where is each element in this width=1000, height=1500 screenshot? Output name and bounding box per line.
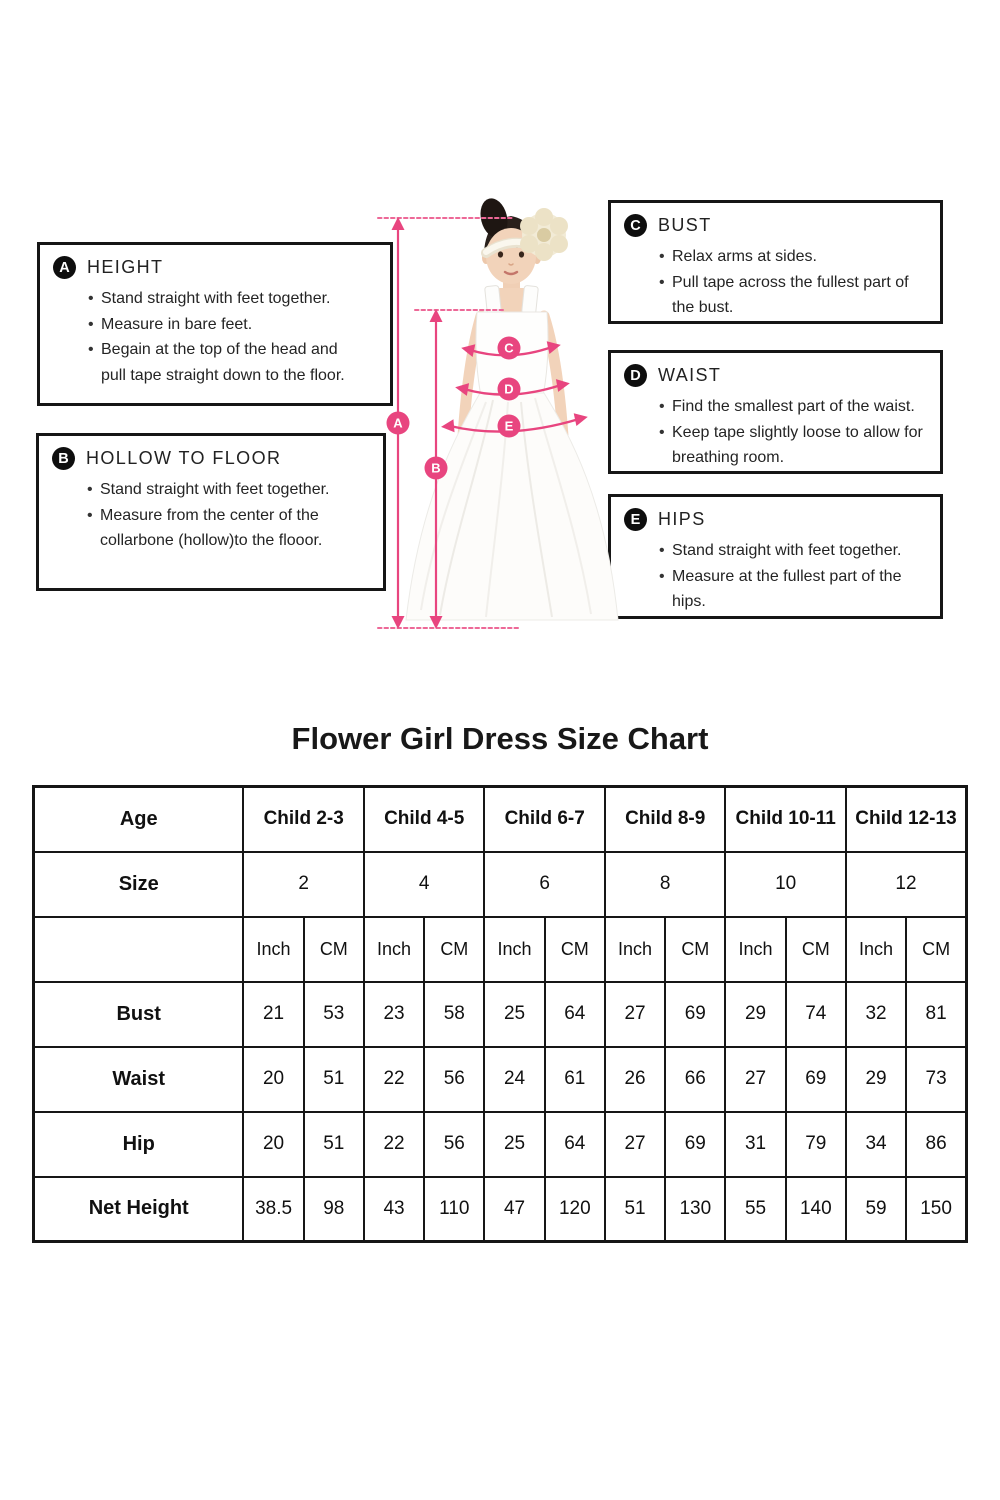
height-instructions-box <box>37 242 393 406</box>
measurement-cell: 22 <box>364 1047 424 1112</box>
unit-cell: CM <box>304 917 364 982</box>
row-label-bust: Bust <box>34 982 244 1047</box>
units-row <box>34 917 967 982</box>
measurement-cell: 24 <box>484 1047 544 1112</box>
arrowhead <box>440 419 454 433</box>
measurement-cell: 86 <box>906 1112 966 1177</box>
measurement-cell: 79 <box>786 1112 846 1177</box>
measurement-cell: 66 <box>665 1047 725 1112</box>
measurement-cell: 53 <box>304 982 364 1047</box>
unit-cell: CM <box>786 917 846 982</box>
bullet-item: • Measure at the fullest part of the hips. <box>658 564 934 615</box>
measurement-cell: 22 <box>364 1112 424 1177</box>
measurement-cell: 23 <box>364 982 424 1047</box>
unit-cell: CM <box>906 917 966 982</box>
age-row <box>34 787 967 852</box>
measurement-cell: 51 <box>304 1047 364 1112</box>
measurement-cell: 130 <box>665 1177 725 1242</box>
hollow-to-floor-instructions-box <box>36 433 386 591</box>
box-title-hips: HIPS <box>658 509 706 529</box>
measurement-cell: 29 <box>725 982 785 1047</box>
marker-c-badge: C <box>624 214 647 237</box>
size-cell: 8 <box>605 852 726 917</box>
hips-instructions-box <box>608 494 943 619</box>
marker-b-badge: B <box>52 447 75 470</box>
measurement-cell: 27 <box>605 1112 665 1177</box>
marker-a-letter: A <box>393 415 403 431</box>
measurement-cell: 20 <box>243 1047 303 1112</box>
dress-measurement-figure <box>358 190 648 670</box>
unit-cell: CM <box>665 917 725 982</box>
measurement-cell: 27 <box>725 1047 785 1112</box>
row-label-waist: Waist <box>34 1047 244 1112</box>
bullet-item: • Measure in bare feet. <box>87 312 359 338</box>
measurement-cell: 58 <box>424 982 484 1047</box>
box-title-bust: BUST <box>658 215 712 235</box>
empty-label-cell <box>34 917 244 982</box>
waist-row <box>34 1047 967 1112</box>
size-chart-table <box>32 785 968 1243</box>
measurement-cell: 110 <box>424 1177 484 1242</box>
measurement-cell: 56 <box>424 1047 484 1112</box>
size-row-label: Size <box>34 852 244 917</box>
size-cell: 2 <box>243 852 364 917</box>
unit-cell: Inch <box>484 917 544 982</box>
measurement-cell: 150 <box>906 1177 966 1242</box>
size-cell: 10 <box>725 852 846 917</box>
age-header-cell: Child 10-11 <box>725 787 846 852</box>
marker-e-letter: E <box>504 418 514 434</box>
measurement-cell: 120 <box>545 1177 605 1242</box>
measurement-cell: 31 <box>725 1112 785 1177</box>
size-cell: 6 <box>484 852 605 917</box>
unit-cell: Inch <box>846 917 906 982</box>
marker-d-badge: D <box>624 364 647 387</box>
measurement-cell: 38.5 <box>243 1177 303 1242</box>
measurement-cell: 69 <box>665 982 725 1047</box>
bullet-item: • Measure from the center of the collarbone (hollow)to the flooor. <box>86 503 358 554</box>
marker-a-badge: A <box>53 256 76 279</box>
box-title-waist: WAIST <box>658 365 722 385</box>
bullet-item: • Find the smallest part of the waist. <box>658 394 934 420</box>
measurement-cell: 98 <box>304 1177 364 1242</box>
unit-cell: Inch <box>605 917 665 982</box>
age-header-cell: Child 2-3 <box>243 787 364 852</box>
measurement-cell: 55 <box>725 1177 785 1242</box>
measurement-cell: 74 <box>786 982 846 1047</box>
marker-d-letter: D <box>504 381 514 397</box>
age-header-cell: Child 12-13 <box>846 787 967 852</box>
measurement-cell: 51 <box>304 1112 364 1177</box>
bullet-item: • Stand straight with feet together. <box>86 477 358 503</box>
measurement-cell: 32 <box>846 982 906 1047</box>
box-title-height: HEIGHT <box>87 257 164 277</box>
measurement-cell: 51 <box>605 1177 665 1242</box>
unit-cell: CM <box>424 917 484 982</box>
measurement-cell: 64 <box>545 1112 605 1177</box>
bust-row <box>34 982 967 1047</box>
unit-cell: Inch <box>725 917 785 982</box>
bust-instructions-box <box>608 200 943 324</box>
measurement-cell: 20 <box>243 1112 303 1177</box>
age-header-cell: Child 6-7 <box>484 787 605 852</box>
box-title-hollow-to-floor: HOLLOW TO FLOOR <box>86 448 282 468</box>
measurement-cell: 61 <box>545 1047 605 1112</box>
measurement-cell: 69 <box>665 1112 725 1177</box>
measurement-cell: 21 <box>243 982 303 1047</box>
measurement-cell: 29 <box>846 1047 906 1112</box>
marker-e-badge: E <box>624 508 647 531</box>
marker-b-letter: B <box>431 460 441 476</box>
measurement-cell: 56 <box>424 1112 484 1177</box>
measurement-cell: 140 <box>786 1177 846 1242</box>
size-row <box>34 852 967 917</box>
marker-c-letter: C <box>504 340 514 356</box>
measurement-cell: 26 <box>605 1047 665 1112</box>
bullet-item: • Pull tape across the fullest part of the bust. <box>658 270 934 321</box>
age-header-cell: Child 8-9 <box>605 787 726 852</box>
measurement-cell: 69 <box>786 1047 846 1112</box>
measurement-cell: 47 <box>484 1177 544 1242</box>
bullet-item: • Keep tape slightly loose to allow for breathing room. <box>658 420 934 471</box>
measurement-cell: 59 <box>846 1177 906 1242</box>
girl-photo-illustration <box>358 190 648 670</box>
bullet-item: • Relax arms at sides. <box>658 244 934 270</box>
girl-body <box>406 195 618 620</box>
unit-cell: Inch <box>243 917 303 982</box>
measurement-cell: 43 <box>364 1177 424 1242</box>
unit-cell: Inch <box>364 917 424 982</box>
arrowhead <box>574 411 589 426</box>
measurement-cell: 25 <box>484 1112 544 1177</box>
size-cell: 4 <box>364 852 485 917</box>
age-row-label: Age <box>34 787 244 852</box>
unit-cell: CM <box>545 917 605 982</box>
measurement-cell: 25 <box>484 982 544 1047</box>
measurement-cell: 27 <box>605 982 665 1047</box>
bullet-item: • Stand straight with feet together. <box>658 538 934 564</box>
measurement-cell: 81 <box>906 982 966 1047</box>
waist-instructions-box <box>608 350 943 474</box>
measurement-cell: 64 <box>545 982 605 1047</box>
net-height-row <box>34 1177 967 1242</box>
row-label-hip: Hip <box>34 1112 244 1177</box>
chart-title: Flower Girl Dress Size Chart <box>291 721 709 756</box>
age-header-cell: Child 4-5 <box>364 787 485 852</box>
measurement-cell: 34 <box>846 1112 906 1177</box>
bullet-item: • Begain at the top of the head and pull tape straight down to the floor. <box>87 337 359 388</box>
measurement-cell: 73 <box>906 1047 966 1112</box>
hip-row <box>34 1112 967 1177</box>
row-label-net-height: Net Height <box>34 1177 244 1242</box>
bullet-item: • Stand straight with feet together. <box>87 286 359 312</box>
size-cell: 12 <box>846 852 967 917</box>
